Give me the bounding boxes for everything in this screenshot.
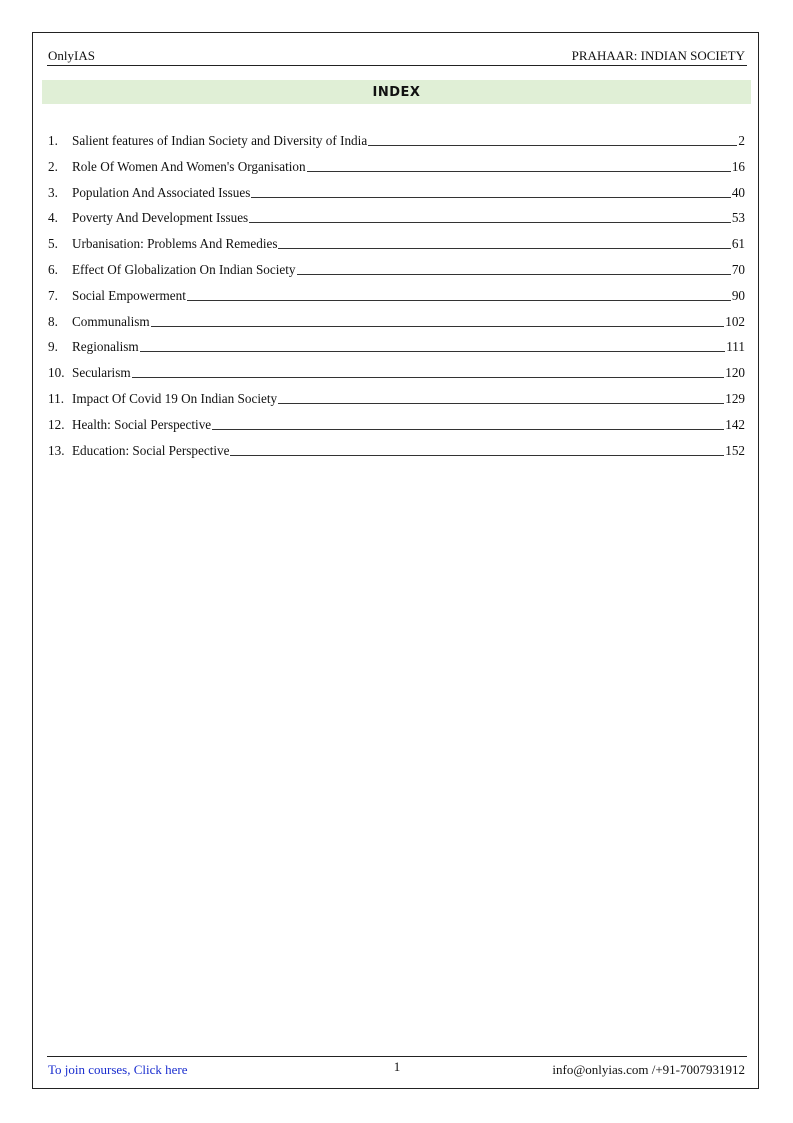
page-number: 1 bbox=[393, 1059, 401, 1074]
toc-entry-page: 70 bbox=[731, 261, 745, 277]
toc-entry-page: 61 bbox=[731, 236, 745, 252]
page-header bbox=[47, 47, 747, 66]
toc-entry-number: 2. bbox=[48, 158, 58, 174]
toc-entry-title: Population And Associated Issues bbox=[72, 184, 251, 200]
toc-entry-page: 120 bbox=[725, 365, 745, 381]
toc-entry[interactable] bbox=[48, 154, 745, 180]
toc-entry-number: 7. bbox=[48, 287, 58, 303]
join-courses-link[interactable]: To join courses, Click here bbox=[48, 1062, 188, 1077]
toc-leader-line bbox=[249, 222, 731, 223]
toc-entry-number: 10. bbox=[48, 365, 65, 381]
toc-entry-number: 8. bbox=[48, 313, 58, 329]
header-brand: OnlyIAS bbox=[48, 48, 95, 63]
toc-leader-line bbox=[307, 171, 731, 172]
toc-entry[interactable] bbox=[48, 231, 745, 257]
toc-entry-number: 11. bbox=[48, 390, 64, 406]
toc-entry[interactable] bbox=[48, 180, 745, 206]
toc-entry[interactable] bbox=[48, 334, 745, 360]
toc-entry-title: Health: Social Perspective bbox=[72, 416, 212, 432]
index-heading: INDEX bbox=[42, 80, 751, 104]
toc-entry[interactable] bbox=[48, 386, 745, 412]
toc-entry-title: Urbanisation: Problems And Remedies bbox=[72, 236, 278, 252]
toc-leader-line bbox=[251, 197, 730, 198]
toc-entry-number: 9. bbox=[48, 339, 58, 355]
toc-entry-number: 6. bbox=[48, 261, 58, 277]
toc-leader-line bbox=[368, 145, 737, 146]
toc-entry-number: 5. bbox=[48, 236, 58, 252]
contact-info: info@onlyias.com /+91-7007931912 bbox=[552, 1062, 745, 1077]
toc-leader-line bbox=[187, 300, 731, 301]
toc-entry-page: 129 bbox=[725, 390, 745, 406]
toc-entry[interactable] bbox=[48, 309, 745, 335]
toc-entry[interactable] bbox=[48, 257, 745, 283]
toc-leader-line bbox=[151, 326, 725, 327]
toc-entry-title: Regionalism bbox=[72, 339, 139, 355]
toc-entry-page: 111 bbox=[726, 339, 745, 355]
toc-entry-title: Effect Of Globalization On Indian Society bbox=[72, 261, 296, 277]
toc-entry-title: Poverty And Development Issues bbox=[72, 210, 249, 226]
toc-entry-page: 2 bbox=[738, 133, 745, 148]
toc-entry[interactable] bbox=[48, 412, 745, 438]
toc-entry-page: 90 bbox=[731, 287, 745, 303]
toc-leader-line bbox=[132, 377, 725, 378]
toc-leader-line bbox=[297, 274, 731, 275]
toc-entry[interactable] bbox=[48, 360, 745, 386]
toc-leader-line bbox=[230, 455, 724, 456]
toc-entry-number: 13. bbox=[48, 442, 65, 458]
header-book-title: PRAHAAR: INDIAN SOCIETY bbox=[571, 48, 745, 63]
toc-entry[interactable] bbox=[48, 283, 745, 309]
toc-entry-number: 3. bbox=[48, 184, 58, 200]
toc-entry-title: Role Of Women And Women's Organisation bbox=[72, 158, 306, 174]
toc-entry-title: Education: Social Perspective bbox=[72, 442, 230, 458]
page-footer bbox=[47, 1056, 747, 1079]
toc-entry-title: Salient features of Indian Society and Diversity of India bbox=[72, 133, 368, 148]
toc-entry-title: Impact Of Covid 19 On Indian Society bbox=[72, 390, 278, 406]
toc-entry-page: 142 bbox=[725, 416, 745, 432]
toc-entry-page: 102 bbox=[725, 313, 745, 329]
toc-leader-line bbox=[212, 429, 724, 430]
toc-entry-title: Secularism bbox=[72, 365, 131, 381]
toc-entry-title: Social Empowerment bbox=[72, 287, 186, 303]
toc-leader-line bbox=[278, 248, 730, 249]
toc-entry-number: 1. bbox=[48, 133, 58, 148]
toc-entry-page: 53 bbox=[731, 210, 745, 226]
table-of-contents bbox=[48, 128, 745, 463]
toc-entry-number: 4. bbox=[48, 210, 58, 226]
toc-entry-title: Communalism bbox=[72, 313, 150, 329]
toc-entry-page: 40 bbox=[731, 184, 745, 200]
toc-entry[interactable] bbox=[48, 438, 745, 464]
toc-leader-line bbox=[140, 351, 726, 352]
toc-leader-line bbox=[278, 403, 724, 404]
toc-entry-page: 16 bbox=[731, 158, 745, 174]
toc-entry-number: 12. bbox=[48, 416, 65, 432]
toc-entry-page: 152 bbox=[725, 442, 745, 458]
toc-entry[interactable] bbox=[48, 128, 745, 154]
toc-entry[interactable] bbox=[48, 205, 745, 231]
